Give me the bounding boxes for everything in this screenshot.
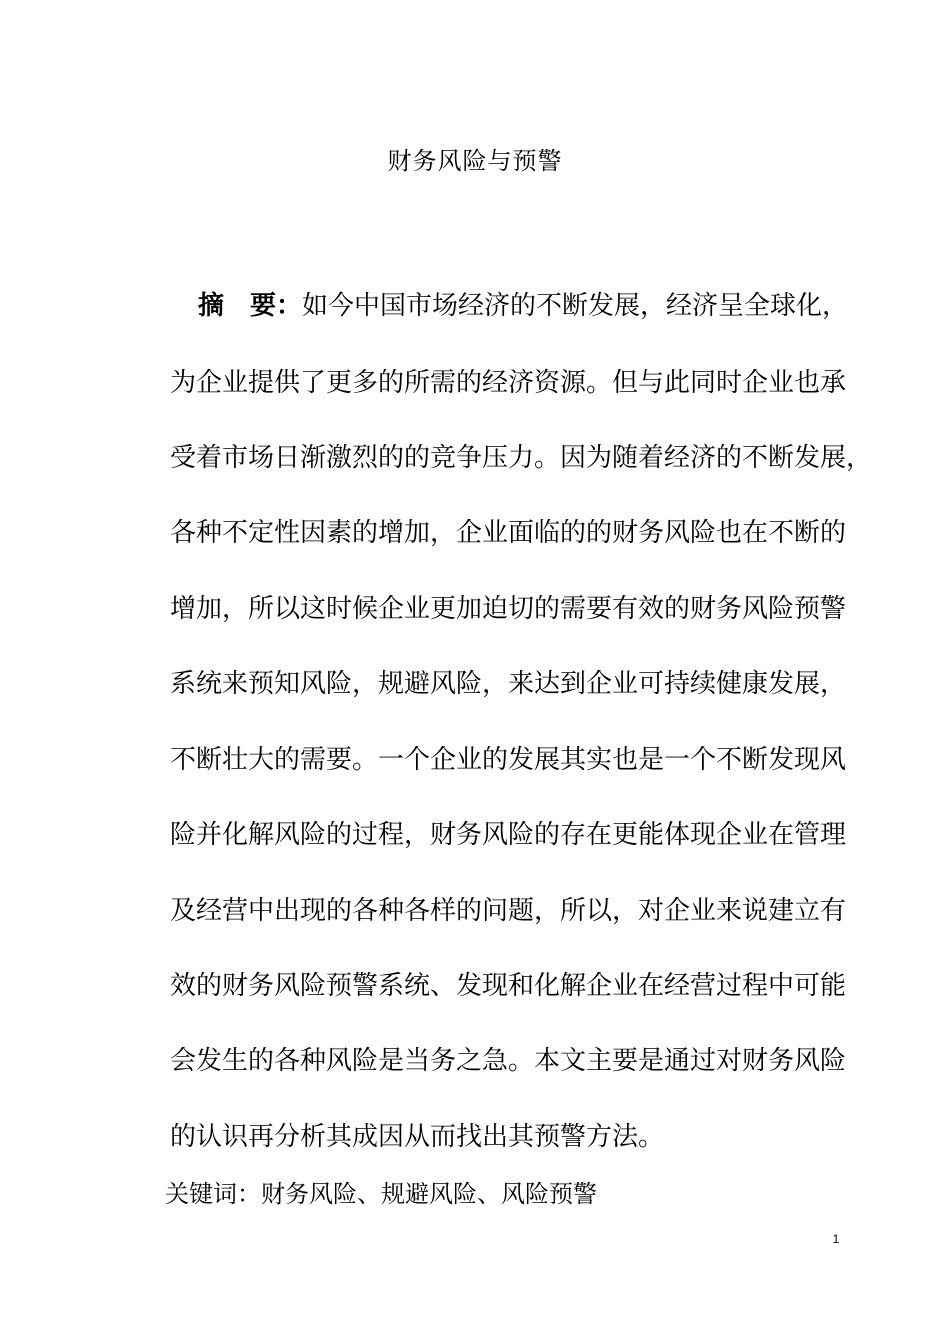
abstract-text-line: 会发生的各种风险是当务之急。本文主要是通过对财务风险: [170, 1046, 847, 1076]
abstract-text-line: 各种不定性因素的增加，企业面临的的财务风险也在不断的: [170, 518, 847, 548]
abstract-label: [198, 291, 302, 321]
abstract-text-line: 不断壮大的需要。一个企业的发展其实也是一个不断发现风: [170, 745, 847, 775]
abstract-text-line: 系统来预知风险，规避风险，来达到企业可持续健康发展，: [170, 669, 847, 699]
abstract-label-colon: ：: [276, 291, 303, 321]
abstract-text-line: 增加，所以这时候企业更加迫切的需要有效的财务风险预警: [170, 594, 847, 624]
page-number: 1: [832, 1232, 840, 1246]
abstract-text-line: 受着市场日渐激烈的的竞争压力。因为随着经济的不断发展，: [170, 443, 873, 473]
abstract-first-line: [198, 286, 848, 326]
keywords-line: 关键词：财务风险、规避风险、风险预警: [165, 1180, 597, 1208]
abstract-label-second-char: 要: [250, 291, 277, 321]
abstract-text-line: 的认识再分析其成因从而找出其预警方法。: [170, 1122, 665, 1152]
abstract-text-line: 及经营中出现的各种各样的问题，所以，对企业来说建立有: [170, 896, 847, 926]
abstract-text-line: 险并化解风险的过程，财务风险的存在更能体现企业在管理: [170, 820, 847, 850]
document-title: 财务风险与预警: [387, 147, 563, 175]
abstract-text-line: 效的财务风险预警系统、发现和化解企业在经营过程中可能: [170, 971, 847, 1001]
abstract-text-line: 如今中国市场经济的不断发展，经济呈全球化，: [302, 291, 849, 321]
abstract-text-line: 为企业提供了更多的所需的经济资源。但与此同时企业也承: [170, 368, 847, 398]
abstract-label-first-char: 摘: [198, 291, 225, 321]
